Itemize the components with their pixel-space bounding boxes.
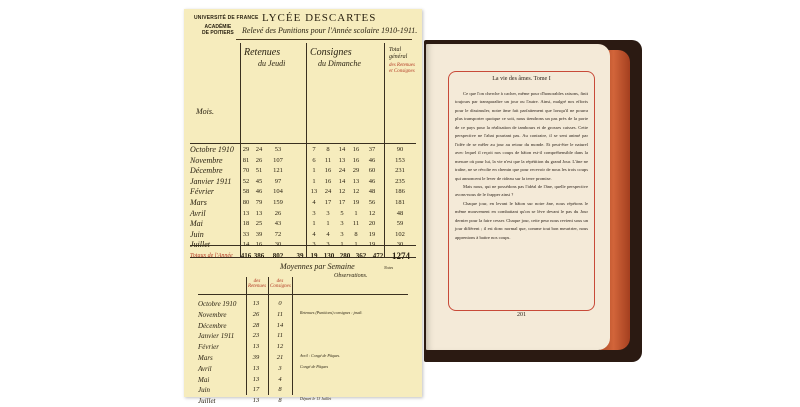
moy-consignes-header: des Consignes xyxy=(270,279,291,289)
school-name: LYCÉE DESCARTES xyxy=(262,12,377,24)
ledger-sheet xyxy=(184,9,422,406)
grid-line xyxy=(190,143,416,144)
list-item: Mars 39 21 Avril : Congé de Pâques. xyxy=(198,352,341,362)
retenues-header: Retenues xyxy=(244,47,281,58)
punitions-table xyxy=(190,145,416,262)
table-row: Février 58 46 104 13 24 12 12 48 186 xyxy=(190,187,405,197)
month-cell: Juillet xyxy=(190,240,210,250)
table-row: Décembre 70 51 121 1 16 24 29 60 231 xyxy=(190,166,405,176)
month-column-header: Mois. xyxy=(196,107,214,116)
grid-line xyxy=(198,294,408,295)
month-cell: Janvier 1911 xyxy=(190,176,232,186)
list-item: Avril 13 3 Congé de Pâques xyxy=(198,363,328,373)
list-item: Juillet 13 8 Départ le 13 Juillet xyxy=(198,396,332,406)
month-cell: Avril xyxy=(190,208,206,218)
institution-name: UNIVERSITÉ DE FRANCE xyxy=(194,15,259,21)
list-item: Décembre 28 14 xyxy=(198,321,284,330)
consignes-subheader: du Dimanche xyxy=(318,59,361,68)
moyennes-table xyxy=(198,299,408,407)
list-item: Novembre 26 11 Retenues (Punitions) consignes : jeudi. xyxy=(198,309,363,319)
heading-rule xyxy=(236,39,412,40)
running-title: La vie des âmes. Tome I xyxy=(492,76,551,82)
total-subheader: des Retenues et Consignes xyxy=(389,63,415,74)
month-cell: Décembre xyxy=(190,166,223,176)
moy-retenues-header: des Retenues xyxy=(248,279,267,289)
list-item: Mai 13 4 xyxy=(198,375,282,384)
list-item: Janvier 1911 23 11 xyxy=(198,332,284,341)
list-item: Octobre 1910 13 0 xyxy=(198,300,282,308)
ledger-heading: Relevé des Punitions pour l'Année scolaire 1910-1911. xyxy=(242,26,418,35)
table-row: Mars 80 79 159 4 17 17 19 56 181 xyxy=(190,197,405,207)
month-cell: Juin xyxy=(190,229,204,239)
month-cell: Novembre xyxy=(190,155,223,165)
observations-title: Observations. xyxy=(334,273,368,279)
month-cell: Mars xyxy=(190,197,207,207)
table-row: Octobre 1910 29 24 53 7 8 14 16 37 90 xyxy=(190,145,404,154)
paragraph: Mais nous, qui ne possédons pas l'idéal de l'âne, quelle perspective avons-nous de le frapper ainsi ? xyxy=(455,183,588,198)
table-row: Mai 18 25 43 1 1 3 11 20 59 xyxy=(190,219,404,229)
table-row: Juin 33 39 72 4 4 3 8 19 102 xyxy=(190,229,405,239)
list-item: Juin 17 8 xyxy=(198,386,282,395)
book-body-text xyxy=(455,90,588,242)
paragraph: Ce que l'on cherche à cacher, même pour d'honorables raisons, finit toujours par transparaître un jour ou l'autre. Ainsi, malgré nos efforts pour le dissimuler, notre âme fait parfaitement que lorsqu'il ne pourra plus transporter quoique ce soit, nous tiendrons un pas près de la porte de ce pays pour la réalisation de tambours et de grosses caisses. Cette perspective ne l'abat pourtant pas. Au contraire, il se sent animé par l'idée de se mêler au jour au retour du monde. Et peut-être le naturel avec lequel il reçoit nos coups de bâton est-il compréhensible dans la mesure où pour lui, la vie n'est que la répétition du grand Jour. L'âne ne traîne, ne se révolte en chemin que pour recevoir de nous les trois coups qui annoncent le lever de rideau sur la terre promise. xyxy=(455,91,588,181)
side-note: Notes xyxy=(384,265,394,270)
total-row: Totaux de l'Année 416 386 802 39 19 130 280 362 472 1274 xyxy=(190,250,410,261)
page-number: 201 xyxy=(517,312,526,318)
month-cell: Février xyxy=(190,187,214,197)
consignes-header: Consignes xyxy=(310,47,352,58)
list-item: Février 13 12 xyxy=(198,343,284,352)
retenues-subheader: du Jeudi xyxy=(258,59,286,68)
total-header: Total général xyxy=(389,47,408,60)
table-row: Avril 13 13 26 3 3 5 1 12 48 xyxy=(190,208,404,218)
table-row: Juillet 14 16 30 3 3 1 1 19 30 xyxy=(190,240,404,250)
month-cell: Octobre 1910 xyxy=(190,145,234,154)
table-row: Novembre 81 26 107 6 11 13 16 46 153 xyxy=(190,155,405,165)
paragraph: Chaque jour, en levant le bâton sur notre âne, nous répétons le même mouvement en combattant qu'on se lève devant le pas du Jour dernier pour la faire cesser. Chaque jour, cette peur nous revient sous un jour différent ; il est donc normal que, comme tout bon meurtrier, nous apprenions à battre nos coups. xyxy=(455,200,588,240)
month-cell: Mai xyxy=(190,219,203,229)
total-label: Totaux de l'Année xyxy=(190,252,233,259)
table-row: Janvier 1911 52 45 97 1 16 14 13 46 235 xyxy=(190,176,405,186)
academie-label: ACADÉMIE DE POITIERS xyxy=(202,24,234,36)
moyennes-title: Moyennes par Semaine xyxy=(280,262,355,271)
